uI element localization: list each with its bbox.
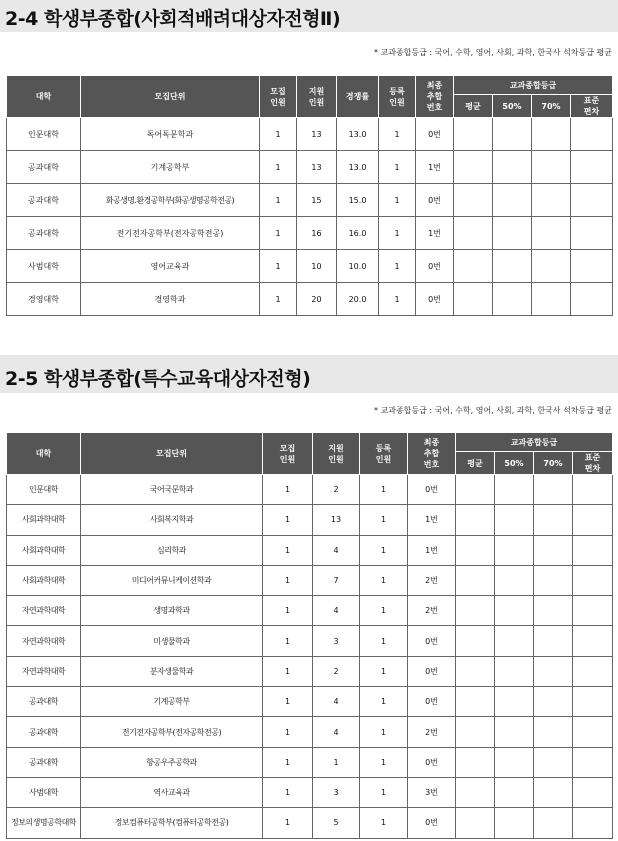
cell-univ: 공과대학 [7, 151, 81, 184]
cell-final: 0번 [408, 687, 456, 717]
cell-avg [456, 687, 495, 717]
cell-p50 [493, 118, 532, 151]
cell-quota: 1 [260, 283, 297, 316]
cell-quota: 1 [260, 151, 297, 184]
cell-applicants: 2 [313, 656, 360, 686]
table-row [7, 283, 613, 316]
cell-registered: 1 [379, 151, 416, 184]
cell-avg [456, 565, 495, 595]
cell-p70 [534, 717, 573, 747]
cell-p50 [495, 565, 534, 595]
cell-avg [454, 118, 493, 151]
cell-registered: 1 [360, 505, 408, 535]
cell-p70 [534, 475, 573, 505]
cell-p70 [534, 747, 573, 777]
cell-p70 [532, 283, 571, 316]
cell-ratio: 13.0 [337, 118, 379, 151]
col-header-unit: 모집단위 [81, 76, 260, 118]
section-title: 2-5 학생부종합(특수교육대상자전형) [5, 368, 311, 390]
cell-univ: 공과대학 [7, 717, 81, 747]
cell-p50 [495, 747, 534, 777]
table-row [7, 596, 613, 626]
cell-p50 [495, 808, 534, 838]
cell-quota: 1 [263, 505, 313, 535]
col-header-final: 최종 추합 번호 [416, 76, 454, 118]
table-row [7, 250, 613, 283]
cell-registered: 1 [360, 656, 408, 686]
table-row [7, 505, 613, 535]
table-row [7, 535, 613, 565]
cell-unit: 미생물학과 [81, 626, 263, 656]
cell-unit: 전기전자공학부(전자공학전공) [81, 217, 260, 250]
table-row [7, 565, 613, 595]
cell-p70 [532, 217, 571, 250]
table-row [7, 184, 613, 217]
cell-avg [456, 747, 495, 777]
cell-applicants: 4 [313, 687, 360, 717]
cell-std [573, 777, 613, 807]
cell-std [571, 250, 613, 283]
col-header-avg: 평균 [456, 452, 495, 475]
cell-registered: 1 [360, 687, 408, 717]
cell-registered: 1 [360, 717, 408, 747]
cell-avg [456, 808, 495, 838]
cell-registered: 1 [379, 118, 416, 151]
cell-avg [456, 626, 495, 656]
cell-final: 0번 [408, 626, 456, 656]
grade-note: * 교과종합등급 : 국어, 수학, 영어, 사회, 과학, 한국사 석차등급 평균 [373, 406, 612, 415]
cell-applicants: 5 [313, 808, 360, 838]
cell-std [573, 808, 613, 838]
cell-unit: 독어독문학과 [81, 118, 260, 151]
cell-p50 [495, 596, 534, 626]
cell-quota: 1 [263, 475, 313, 505]
col-header-quota: 모집 인원 [260, 76, 297, 118]
cell-p70 [534, 596, 573, 626]
table-row [7, 777, 613, 807]
cell-unit: 생명과학과 [81, 596, 263, 626]
cell-p50 [495, 777, 534, 807]
cell-avg [454, 250, 493, 283]
cell-avg [456, 475, 495, 505]
col-header-grade-group: 교과종합등급 [454, 76, 613, 95]
cell-final: 0번 [416, 118, 454, 151]
cell-applicants: 4 [313, 535, 360, 565]
cell-quota: 1 [260, 118, 297, 151]
cell-univ: 공과대학 [7, 184, 81, 217]
cell-quota: 1 [263, 777, 313, 807]
col-header-unit: 모집단위 [81, 433, 263, 475]
cell-univ: 인문대학 [7, 118, 81, 151]
cell-final: 0번 [408, 656, 456, 686]
cell-unit: 역사교육과 [81, 777, 263, 807]
cell-applicants: 2 [313, 475, 360, 505]
cell-unit: 영어교육과 [81, 250, 260, 283]
col-header-p70: 70% [532, 95, 571, 118]
cell-univ: 사회과학대학 [7, 565, 81, 595]
cell-p50 [495, 535, 534, 565]
cell-unit: 화공생명.환경공학부(화공생명공학전공) [81, 184, 260, 217]
cell-applicants: 4 [313, 717, 360, 747]
cell-final: 0번 [408, 808, 456, 838]
cell-p50 [495, 626, 534, 656]
cell-std [573, 717, 613, 747]
cell-unit: 심리학과 [81, 535, 263, 565]
col-header-avg: 평균 [454, 95, 493, 118]
cell-p50 [495, 687, 534, 717]
col-header-applicants: 지원 인원 [313, 433, 360, 475]
cell-unit: 정보컴퓨터공학부(컴퓨터공학전공) [81, 808, 263, 838]
cell-final: 0번 [408, 475, 456, 505]
cell-quota: 1 [263, 656, 313, 686]
col-header-std: 표준 편차 [573, 452, 613, 475]
cell-applicants: 3 [313, 777, 360, 807]
col-header-applicants: 지원 인원 [297, 76, 337, 118]
section-title: 2-4 학생부종합(사회적배려대상자전형Ⅱ) [5, 8, 341, 30]
cell-p50 [495, 656, 534, 686]
cell-avg [456, 505, 495, 535]
cell-registered: 1 [360, 747, 408, 777]
col-header-ratio: 경쟁률 [337, 76, 379, 118]
table-row [7, 747, 613, 777]
cell-applicants: 16 [297, 217, 337, 250]
cell-std [571, 217, 613, 250]
cell-p70 [532, 151, 571, 184]
col-header-registered: 등록 인원 [360, 433, 408, 475]
col-header-registered: 등록 인원 [379, 76, 416, 118]
cell-std [573, 596, 613, 626]
cell-registered: 1 [360, 777, 408, 807]
cell-unit: 경영학과 [81, 283, 260, 316]
cell-std [571, 283, 613, 316]
cell-std [571, 184, 613, 217]
cell-registered: 1 [379, 184, 416, 217]
cell-ratio: 15.0 [337, 184, 379, 217]
cell-std [573, 505, 613, 535]
cell-univ: 공과대학 [7, 687, 81, 717]
cell-quota: 1 [263, 565, 313, 595]
table-row [7, 118, 613, 151]
cell-quota: 1 [260, 184, 297, 217]
cell-quota: 1 [263, 717, 313, 747]
cell-p70 [534, 808, 573, 838]
cell-final: 2번 [408, 596, 456, 626]
cell-unit: 기계공학부 [81, 151, 260, 184]
cell-applicants: 13 [313, 505, 360, 535]
cell-p70 [534, 505, 573, 535]
table-row [7, 717, 613, 747]
cell-applicants: 15 [297, 184, 337, 217]
cell-registered: 1 [379, 250, 416, 283]
cell-final: 0번 [416, 250, 454, 283]
cell-std [573, 535, 613, 565]
cell-univ: 공과대학 [7, 747, 81, 777]
cell-avg [454, 283, 493, 316]
cell-avg [456, 656, 495, 686]
cell-univ: 공과대학 [7, 217, 81, 250]
cell-final: 2번 [408, 717, 456, 747]
cell-avg [456, 596, 495, 626]
col-header-p50: 50% [493, 95, 532, 118]
cell-std [571, 118, 613, 151]
cell-applicants: 20 [297, 283, 337, 316]
cell-final: 1번 [408, 505, 456, 535]
cell-unit: 사회복지학과 [81, 505, 263, 535]
col-header-univ: 대학 [7, 76, 81, 118]
cell-std [571, 151, 613, 184]
cell-applicants: 1 [313, 747, 360, 777]
cell-p50 [495, 505, 534, 535]
cell-registered: 1 [360, 626, 408, 656]
cell-unit: 국어국문학과 [81, 475, 263, 505]
cell-registered: 1 [360, 475, 408, 505]
table-row [7, 217, 613, 250]
cell-p70 [534, 535, 573, 565]
cell-univ: 사범대학 [7, 777, 81, 807]
cell-unit: 분자생물학과 [81, 656, 263, 686]
table-row [7, 151, 613, 184]
cell-registered: 1 [360, 596, 408, 626]
cell-final: 1번 [416, 217, 454, 250]
cell-univ: 정보의생명공학대학 [7, 808, 81, 838]
col-header-p50: 50% [495, 452, 534, 475]
cell-final: 0번 [408, 747, 456, 777]
grade-note: * 교과종합등급 : 국어, 수학, 영어, 사회, 과학, 한국사 석차등급 평균 [373, 48, 612, 57]
cell-p50 [495, 475, 534, 505]
cell-quota: 1 [263, 626, 313, 656]
cell-quota: 1 [260, 217, 297, 250]
table-row [7, 687, 613, 717]
cell-std [573, 656, 613, 686]
cell-p70 [534, 565, 573, 595]
cell-std [573, 626, 613, 656]
cell-p70 [532, 118, 571, 151]
cell-univ: 사범대학 [7, 250, 81, 283]
cell-std [573, 687, 613, 717]
cell-final: 0번 [416, 283, 454, 316]
table-row [7, 808, 613, 838]
cell-univ: 자연과학대학 [7, 596, 81, 626]
cell-ratio: 13.0 [337, 151, 379, 184]
cell-quota: 1 [263, 687, 313, 717]
cell-quota: 1 [263, 596, 313, 626]
cell-applicants: 3 [313, 626, 360, 656]
cell-avg [454, 184, 493, 217]
col-header-univ: 대학 [7, 433, 81, 475]
cell-applicants: 13 [297, 118, 337, 151]
cell-quota: 1 [263, 747, 313, 777]
table-row [7, 475, 613, 505]
cell-final: 0번 [416, 184, 454, 217]
cell-final: 1번 [408, 535, 456, 565]
col-header-p70: 70% [534, 452, 573, 475]
cell-p50 [493, 184, 532, 217]
cell-registered: 1 [379, 283, 416, 316]
cell-p50 [493, 217, 532, 250]
cell-final: 2번 [408, 565, 456, 595]
cell-univ: 자연과학대학 [7, 626, 81, 656]
col-header-final: 최종 추합 번호 [408, 433, 456, 475]
cell-p70 [534, 626, 573, 656]
table-row [7, 656, 613, 686]
cell-quota: 1 [260, 250, 297, 283]
cell-p50 [495, 717, 534, 747]
cell-univ: 사회과학대학 [7, 505, 81, 535]
cell-p70 [534, 777, 573, 807]
cell-p50 [493, 283, 532, 316]
cell-final: 3번 [408, 777, 456, 807]
cell-p70 [534, 687, 573, 717]
cell-registered: 1 [360, 565, 408, 595]
cell-univ: 경영대학 [7, 283, 81, 316]
col-header-quota: 모집 인원 [263, 433, 313, 475]
cell-avg [456, 717, 495, 747]
cell-avg [456, 535, 495, 565]
admission-table [6, 432, 613, 839]
cell-applicants: 13 [297, 151, 337, 184]
cell-std [573, 747, 613, 777]
cell-std [573, 475, 613, 505]
cell-p50 [493, 151, 532, 184]
cell-univ: 자연과학대학 [7, 656, 81, 686]
cell-registered: 1 [360, 535, 408, 565]
cell-unit: 미디어커뮤니케이션학과 [81, 565, 263, 595]
cell-p70 [532, 184, 571, 217]
admission-table [6, 75, 613, 316]
cell-avg [456, 777, 495, 807]
cell-registered: 1 [379, 217, 416, 250]
cell-p70 [532, 250, 571, 283]
cell-final: 1번 [416, 151, 454, 184]
cell-ratio: 20.0 [337, 283, 379, 316]
cell-univ: 인문대학 [7, 475, 81, 505]
cell-p50 [493, 250, 532, 283]
cell-unit: 항공우주공학과 [81, 747, 263, 777]
cell-quota: 1 [263, 808, 313, 838]
cell-univ: 사회과학대학 [7, 535, 81, 565]
cell-unit: 전기전자공학부(전자공학전공) [81, 717, 263, 747]
col-header-std: 표준 편차 [571, 95, 613, 118]
cell-applicants: 4 [313, 596, 360, 626]
cell-std [573, 565, 613, 595]
cell-ratio: 16.0 [337, 217, 379, 250]
cell-avg [454, 217, 493, 250]
col-header-grade-group: 교과종합등급 [456, 433, 613, 452]
cell-quota: 1 [263, 535, 313, 565]
table-row [7, 626, 613, 656]
cell-ratio: 10.0 [337, 250, 379, 283]
cell-p70 [534, 656, 573, 686]
cell-applicants: 7 [313, 565, 360, 595]
cell-registered: 1 [360, 808, 408, 838]
cell-unit: 기계공학부 [81, 687, 263, 717]
cell-applicants: 10 [297, 250, 337, 283]
cell-avg [454, 151, 493, 184]
